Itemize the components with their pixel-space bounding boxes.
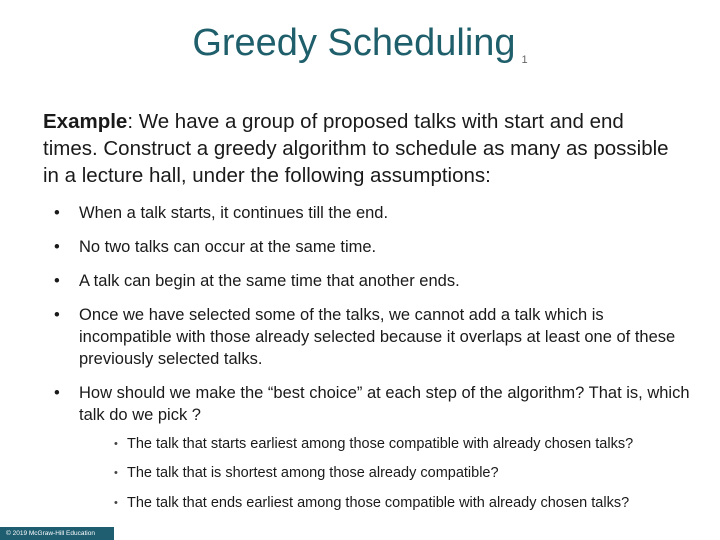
- bullet-list: [52, 202, 692, 438]
- bullet-icon: •: [54, 238, 60, 256]
- slide-title-text: Greedy Scheduling: [192, 22, 516, 64]
- list-item: [52, 202, 692, 224]
- bullet-icon: •: [54, 384, 60, 402]
- sub-bullet-icon: •: [114, 438, 118, 450]
- list-item: [52, 236, 692, 258]
- intro-text: : We have a group of proposed talks with start and end times. Construct a greedy algorithm to schedule as many as possible in a lecture hall, under the following assumptions:: [43, 110, 669, 187]
- sub-list-item-text: The talk that ends earliest among those compatible with already chosen talks?: [127, 495, 630, 511]
- sub-list-item-text: The talk that starts earliest among those compatible with already chosen talks?: [127, 436, 634, 452]
- bullet-icon: •: [54, 272, 60, 290]
- list-item-text: When a talk starts, it continues till the end.: [79, 204, 389, 222]
- bullet-icon: •: [54, 204, 60, 222]
- sub-bullet-icon: •: [114, 497, 118, 509]
- sub-bullet-icon: •: [114, 467, 118, 479]
- list-item-text: Once we have selected some of the talks, we cannot add a talk which is incompatible with those already selected because it overlaps at least one of these previously selected talks.: [79, 306, 676, 368]
- bullet-icon: •: [54, 306, 60, 324]
- slide-title: [0, 22, 720, 65]
- list-item: [52, 304, 692, 370]
- copyright-footer: © 2019 McGraw-Hill Education: [0, 527, 114, 540]
- list-item-text: How should we make the “best choice” at each step of the algorithm? That is, which talk do we pick ?: [79, 384, 690, 424]
- list-item-text: A talk can begin at the same time that another ends.: [79, 272, 460, 290]
- list-item-text: No two talks can occur at the same time.: [79, 238, 377, 256]
- sub-list-item: [114, 494, 714, 512]
- list-item: [52, 382, 692, 426]
- intro-paragraph: [43, 108, 683, 189]
- intro-bold-label: Example: [43, 110, 128, 133]
- sub-list-item: [114, 464, 714, 482]
- sub-list-item-text: The talk that is shortest among those already compatible?: [127, 465, 499, 481]
- list-item: [52, 270, 692, 292]
- sub-list-item: [114, 435, 714, 453]
- slide-title-superscript: 1: [521, 54, 528, 66]
